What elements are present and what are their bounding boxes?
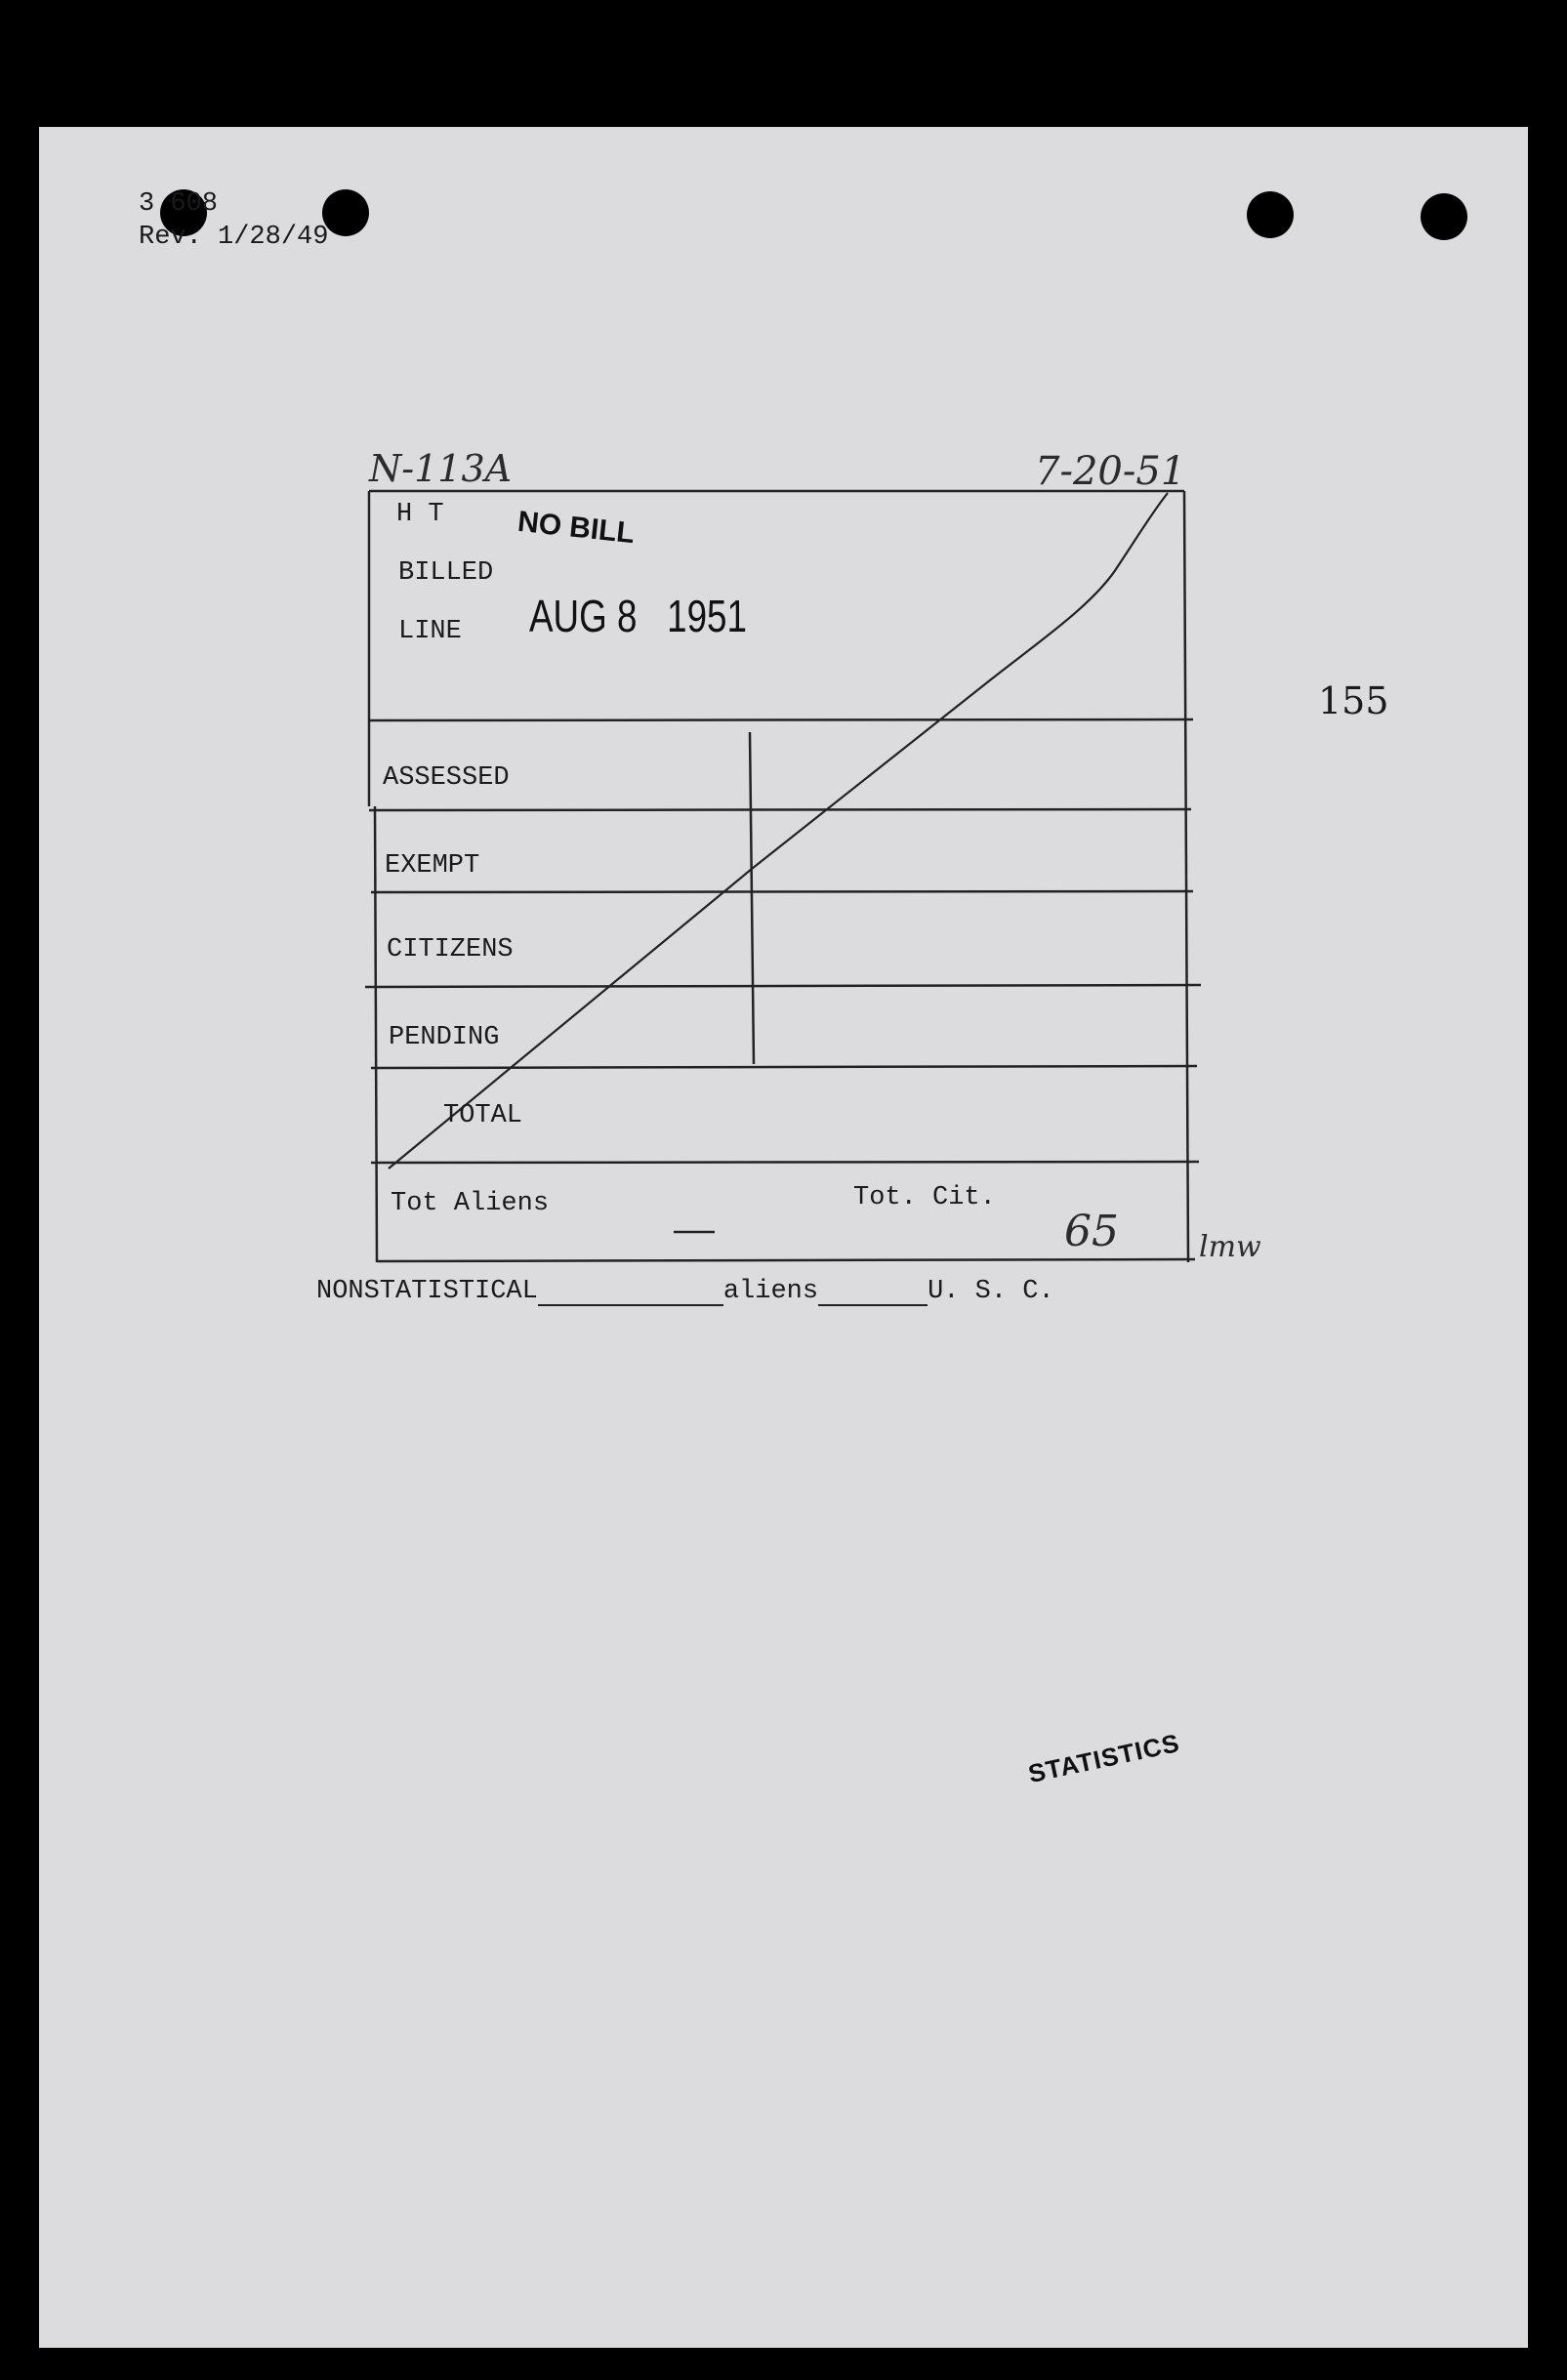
usc-label: U. S. C. (928, 1277, 1054, 1306)
billed-label: BILLED (398, 558, 494, 588)
tot-aliens-label: Tot Aliens (391, 1189, 550, 1218)
ht-label: H T (396, 500, 444, 529)
page-number: 155 (1318, 679, 1389, 722)
nonstatistical-label: NONSTATISTICAL (316, 1277, 538, 1306)
total-label: TOTAL (443, 1101, 523, 1130)
form-revision: Rev. 1/28/49 (139, 223, 329, 252)
handwritten-date: 7-20-51 (1035, 449, 1186, 494)
row-label-citizens: CITIZENS (387, 935, 514, 964)
nonstatistical-blank (538, 1303, 723, 1306)
tot-cit-label: Tot. Cit. (853, 1183, 996, 1212)
row-label-exempt: EXEMPT (385, 851, 480, 881)
line-label: LINE (398, 617, 462, 646)
aliens-blank (818, 1303, 928, 1306)
row-label-pending: PENDING (389, 1023, 500, 1052)
handwritten-initials: lmw (1199, 1230, 1261, 1264)
handwritten-file-code: N-113A (369, 447, 513, 490)
statistics-stamp: STATISTICS (1025, 1727, 1183, 1789)
handwritten-count: 65 (1064, 1207, 1119, 1256)
form-number: 3 608 (139, 189, 219, 219)
no-bill-stamp: NO BILL (515, 505, 637, 551)
row-label-assessed: ASSESSED (383, 763, 510, 793)
aliens-label: aliens (722, 1277, 819, 1306)
date-received-stamp: AUG 8 1951 (529, 591, 747, 641)
nonstatistical-line (316, 1277, 1054, 1306)
